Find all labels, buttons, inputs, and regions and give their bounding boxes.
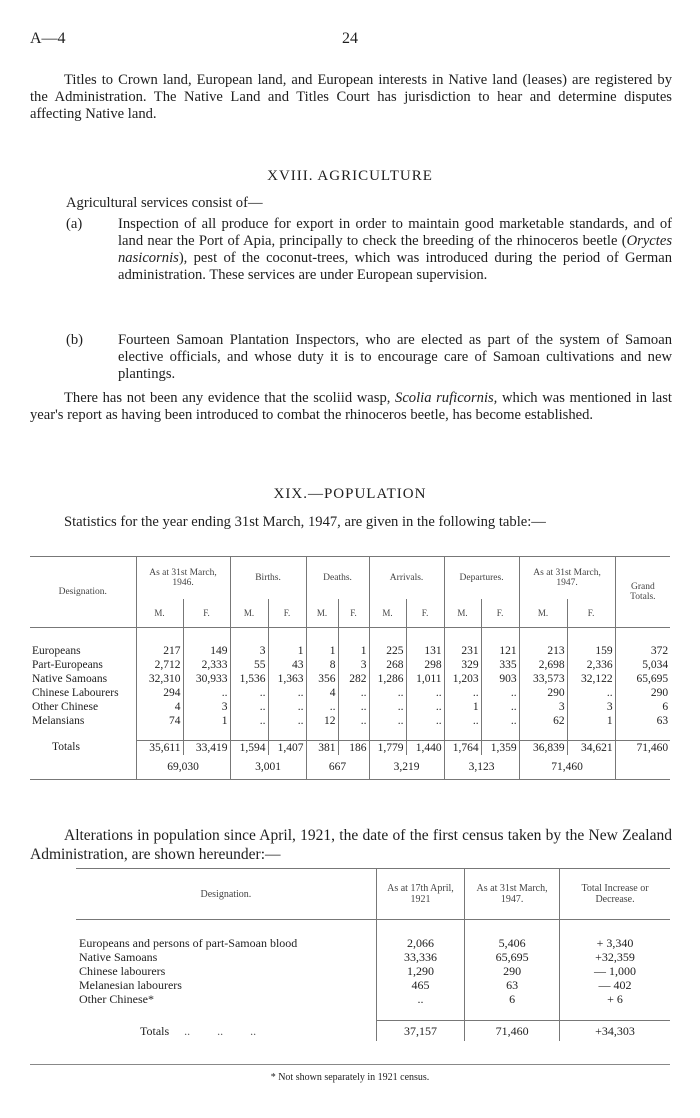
alterations-table-body (76, 936, 670, 1006)
table-cell: .. (338, 700, 369, 714)
f-header: F. (481, 599, 519, 628)
table-cell: 159 (567, 644, 615, 658)
footnote: * Not shown separately in 1921 census. (270, 1072, 430, 1083)
grand-total-cell: 63 (656, 715, 669, 727)
row-designation: Native Samoans (30, 672, 136, 686)
m-header: M. (136, 599, 183, 628)
table-cell: 4 (136, 700, 183, 714)
table-cell: 3 (338, 658, 369, 672)
col-group-arrivals: Arrivals. (369, 557, 444, 600)
page-number: 24 (342, 30, 358, 47)
sum-1947: 71,460 (519, 755, 615, 780)
alt-total-change: +34,303 (560, 1021, 670, 1041)
table-cell: .. (481, 714, 519, 728)
total-cell: 35,611 (136, 740, 183, 755)
item-a-text: Inspection of all produce for export in order to maintain good marketable standards, and of land near the Port of Apia, principally to check the breeding of the rhinoceros beetle (Oryctes nasicornis), pest of the coconut-trees, which was introduced during the period of German administration. These services are under European supervision. (118, 216, 672, 283)
sum-departures: 3,123 (444, 755, 519, 780)
table-cell: .. (230, 686, 268, 700)
total-cell: 33,419 (183, 740, 230, 755)
table-cell: 149 (183, 644, 230, 658)
table-cell: 298 (406, 658, 444, 672)
population-heading: XIX.—POPULATION (273, 486, 427, 502)
table-cell: .. (406, 686, 444, 700)
alt-row-designation: Chinese labourers (76, 964, 376, 978)
alt-cell: 33,336 (376, 950, 464, 964)
table-cell: .. (338, 686, 369, 700)
population-group-sums-row (30, 755, 670, 780)
table-cell: 43 (268, 658, 306, 672)
total-cell: 381 (306, 740, 338, 755)
land-titles-paragraph: Titles to Crown land, European land, and European interests in Native land (leases) are registered by the Administration. The Native Land and Titles Court has jurisdiction to hear and determine disputes affecting Native land. (30, 72, 672, 122)
alt-cell: 65,695 (465, 950, 560, 964)
table-cell: 294 (136, 686, 183, 700)
table-cell: 131 (406, 644, 444, 658)
table-cell: 3 (567, 700, 615, 714)
table-cell: 2,698 (519, 658, 567, 672)
alt-cell: 63 (465, 978, 560, 992)
population-table (30, 556, 670, 780)
alt-designation-header: Designation. (76, 869, 376, 920)
population-row (30, 686, 670, 700)
alterations-row (76, 978, 670, 992)
table-cell: 2,336 (567, 658, 615, 672)
table-cell: .. (306, 700, 338, 714)
table-cell: 4 (306, 686, 338, 700)
table-cell: 3 (183, 700, 230, 714)
total-cell: 36,839 (519, 740, 567, 755)
alterations-row (76, 936, 670, 950)
table-cell: 231 (444, 644, 481, 658)
alt-cell: +32,359 (595, 950, 635, 964)
table-cell: 282 (338, 672, 369, 686)
table-cell: .. (406, 714, 444, 728)
alt-cell: 465 (376, 978, 464, 992)
grand-total-cell: 6 (662, 701, 669, 713)
m-header: M. (230, 599, 268, 628)
table-cell: .. (230, 714, 268, 728)
m-header: M. (519, 599, 567, 628)
table-cell: 8 (306, 658, 338, 672)
total-cell: 1,594 (230, 740, 268, 755)
col-group-1946: As at 31st March, 1946. (136, 557, 230, 600)
m-header: M. (306, 599, 338, 628)
alt-1947-header: As at 31st March, 1947. (465, 869, 560, 920)
f-header: F. (338, 599, 369, 628)
grand-total-cell: 65,695 (636, 673, 669, 685)
alterations-intro: Alterations in population since April, 1921, the date of the first census taken by the New Zealand Administration, are shown hereunder:— (30, 827, 672, 863)
alt-total-1947: 71,460 (465, 1021, 560, 1041)
row-designation: Europeans (30, 644, 136, 658)
table-cell: 74 (136, 714, 183, 728)
col-group-births: Births. (230, 557, 306, 600)
table-cell: 3 (230, 644, 268, 658)
alt-totals-label: Totals .. .. .. (76, 1021, 376, 1041)
table-cell: 329 (444, 658, 481, 672)
population-row (30, 714, 670, 728)
table-cell: .. (268, 686, 306, 700)
alt-cell: — 402 (598, 978, 632, 992)
sum-1946: 69,030 (136, 755, 230, 780)
agriculture-item-a (66, 216, 672, 284)
table-cell: 1 (306, 644, 338, 658)
alterations-row (76, 964, 670, 978)
population-intro: Statistics for the year ending 31st March, 1947, are given in the following table:— (64, 514, 546, 530)
m-header: M. (444, 599, 481, 628)
row-designation: Melansians (30, 714, 136, 728)
table-cell: 225 (369, 644, 406, 658)
population-row (30, 672, 670, 686)
table-cell: 33,573 (519, 672, 567, 686)
grand-total-cell: 372 (650, 645, 669, 657)
item-a-label: (a) (66, 216, 83, 232)
table-cell: 32,310 (136, 672, 183, 686)
table-cell: 30,933 (183, 672, 230, 686)
alt-cell: 6 (465, 992, 560, 1006)
f-header: F. (268, 599, 306, 628)
table-cell: 1 (183, 714, 230, 728)
alt-cell: + 6 (607, 992, 623, 1006)
row-designation: Chinese Labourers (30, 686, 136, 700)
row-designation: Part-Europeans (30, 658, 136, 672)
population-totals-row (30, 740, 670, 755)
item-b-label: (b) (66, 332, 84, 348)
designation-header: Designation. (30, 557, 136, 628)
table-cell: .. (369, 714, 406, 728)
table-cell: 213 (519, 644, 567, 658)
table-cell: 1 (567, 714, 615, 728)
alt-cell: 1,290 (376, 964, 464, 978)
table-cell: 1 (268, 644, 306, 658)
sum-arrivals: 3,219 (369, 755, 444, 780)
table-cell: .. (369, 686, 406, 700)
alt-total-1921: 37,157 (376, 1021, 464, 1041)
section-code: A—4 (30, 30, 66, 47)
table-cell: 290 (519, 686, 567, 700)
alterations-row (76, 950, 670, 964)
table-cell: 2,712 (136, 658, 183, 672)
table-cell: 62 (519, 714, 567, 728)
table-cell: 356 (306, 672, 338, 686)
table-cell: .. (183, 686, 230, 700)
total-cell: 1,359 (481, 740, 519, 755)
table-cell: 1,011 (406, 672, 444, 686)
table-cell: 32,122 (567, 672, 615, 686)
table-cell: .. (444, 714, 481, 728)
agriculture-lead: Agricultural services consist of— (66, 195, 263, 211)
f-header: F. (183, 599, 230, 628)
alt-change-header: Total Increase or Decrease. (581, 883, 649, 905)
population-row (30, 700, 670, 714)
scoliid-wasp-paragraph: There has not been any evidence that the scoliid wasp, Scolia ruficornis, which was mentioned in last year's report as having been introduced to combat the rhinoceros beetle, has become established. (30, 390, 672, 423)
total-cell: 34,621 (567, 740, 615, 755)
table-cell: 268 (369, 658, 406, 672)
table-cell: .. (268, 714, 306, 728)
alterations-row (76, 992, 670, 1006)
f-header: F. (567, 599, 615, 628)
total-cell: 1,440 (406, 740, 444, 755)
table-cell: .. (406, 700, 444, 714)
population-table-body (30, 644, 670, 728)
table-cell: 1,286 (369, 672, 406, 686)
m-header: M. (369, 599, 406, 628)
alterations-totals-row (76, 1021, 670, 1041)
alt-row-designation: Europeans and persons of part-Samoan blood (76, 936, 376, 950)
col-group-departures: Departures. (444, 557, 519, 600)
table-cell: 903 (481, 672, 519, 686)
population-row (30, 658, 670, 672)
alt-row-designation: Other Chinese* (76, 992, 376, 1006)
table-cell: 1 (338, 644, 369, 658)
alt-cell: 5,406 (465, 936, 560, 950)
grand-totals-header: Grand Totals. (630, 582, 656, 602)
col-group-deaths: Deaths. (306, 557, 369, 600)
table-cell: .. (481, 700, 519, 714)
col-group-1947: As at 31st March, 1947. (519, 557, 615, 600)
table-cell: 1 (444, 700, 481, 714)
table-cell: .. (481, 686, 519, 700)
table-cell: .. (444, 686, 481, 700)
table-cell: .. (230, 700, 268, 714)
total-cell: 1,764 (444, 740, 481, 755)
alt-1921-header: As at 17th April, 1921 (376, 869, 464, 920)
item-b-text: Fourteen Samoan Plantation Inspectors, who are elected as part of the system of Samoan elective officials, and whose duty it is to encourage care of Samoan cultivations and new plantings. (118, 332, 672, 382)
f-header: F. (406, 599, 444, 628)
agriculture-item-b (66, 332, 672, 383)
table-cell: 1,203 (444, 672, 481, 686)
table-cell: .. (338, 714, 369, 728)
table-cell: .. (369, 700, 406, 714)
table-cell: 217 (136, 644, 183, 658)
footnote-rule (30, 1064, 670, 1065)
alt-cell: 2,066 (376, 936, 464, 950)
total-cell: 186 (338, 740, 369, 755)
grand-total-cell: 71,460 (615, 740, 670, 755)
alt-row-designation: Melanesian labourers (76, 978, 376, 992)
table-cell: 1,363 (268, 672, 306, 686)
alt-cell: 290 (465, 964, 560, 978)
population-row (30, 644, 670, 658)
row-designation: Other Chinese (30, 700, 136, 714)
grand-total-cell: 5,034 (642, 659, 669, 671)
table-cell: 1,536 (230, 672, 268, 686)
table-cell: 335 (481, 658, 519, 672)
totals-label: Totals (30, 740, 136, 755)
sum-births: 3,001 (230, 755, 306, 780)
agriculture-heading: XVIII. AGRICULTURE (267, 168, 433, 184)
table-cell: 3 (519, 700, 567, 714)
alterations-table (76, 868, 670, 1041)
table-cell: .. (567, 686, 615, 700)
table-cell: .. (268, 700, 306, 714)
table-cell: 12 (306, 714, 338, 728)
total-cell: 1,407 (268, 740, 306, 755)
table-cell: 121 (481, 644, 519, 658)
table-cell: 2,333 (183, 658, 230, 672)
sum-deaths: 667 (306, 755, 369, 780)
alt-row-designation: Native Samoans (76, 950, 376, 964)
grand-total-cell: 290 (650, 687, 669, 699)
alt-cell: .. (376, 992, 464, 1006)
alt-cell: — 1,000 (594, 964, 637, 978)
total-cell: 1,779 (369, 740, 406, 755)
alt-cell: + 3,340 (596, 936, 634, 950)
table-cell: 55 (230, 658, 268, 672)
